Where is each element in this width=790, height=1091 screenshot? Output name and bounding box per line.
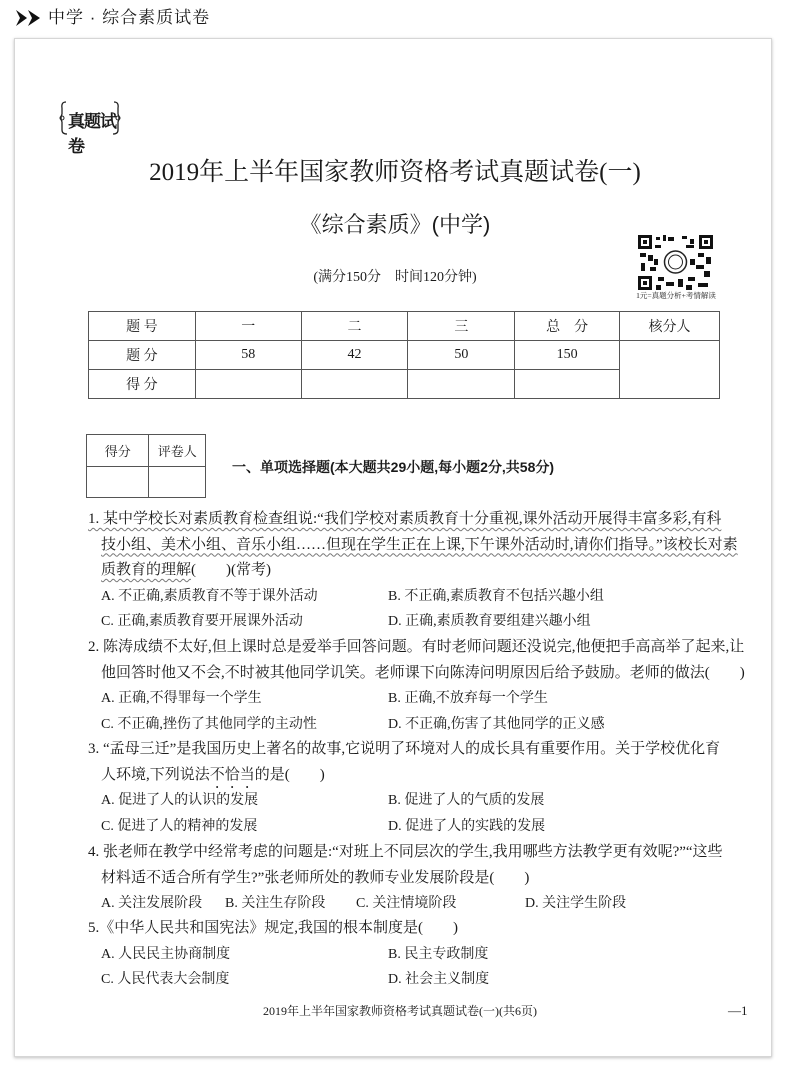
option-a[interactable]: A. 正确,不得罪每一个学生 <box>101 691 262 707</box>
score-label: 得分 <box>87 435 149 467</box>
option-c[interactable]: C. 正确,素质教育要开展课外活动 <box>101 614 303 630</box>
option-b[interactable]: B. 民主专政制度 <box>388 946 489 962</box>
header-cell: 一 <box>195 312 301 341</box>
question-line <box>88 507 720 533</box>
exam-title: 2019年上半年国家教师资格考试真题试卷(一) <box>149 159 641 186</box>
section-heading: 一、单项选择题(本大题共29小题,每小题2分,共58分) <box>232 459 555 475</box>
score-cell[interactable] <box>515 370 620 399</box>
options-row <box>88 891 720 917</box>
score-table-header-row <box>89 312 720 341</box>
question-line <box>88 558 720 584</box>
question-text: 材料适不适合所有学生?”张老师所处的教师专业发展阶段是( ) <box>101 869 530 886</box>
question-text: 的是( ) <box>254 766 325 783</box>
options-row <box>88 814 720 840</box>
option-b[interactable]: B. 促进了人的气质的发展 <box>388 793 545 809</box>
score-cell[interactable] <box>301 370 408 399</box>
grader-cell[interactable] <box>149 467 206 498</box>
question-text: 技小组、美术小组、音乐小组……但现在学生正在上课,下午课外活动时,请你们指导。”该校长对素 <box>101 536 738 553</box>
option-c[interactable]: C. 人民代表大会制度 <box>101 972 230 988</box>
option-b[interactable]: B. 不正确,素质教育不包括兴趣小组 <box>388 588 604 604</box>
option-c[interactable]: C. 促进了人的精神的发展 <box>101 818 258 834</box>
grader-label: 评卷人 <box>149 435 206 467</box>
section-score-cell[interactable] <box>87 467 149 498</box>
header-cell: 题 号 <box>89 312 196 341</box>
question-text: 4. 张老师在教学中经常考虑的问题是:“对班上不同层次的学生,我用哪些方法教学更有效呢?”“这些 <box>88 844 723 860</box>
header-cell: 核分人 <box>620 312 720 341</box>
points-row <box>89 341 720 370</box>
question-text: 质教育的理解 <box>101 562 192 579</box>
page-number: —1 <box>728 1003 748 1018</box>
points-cell: 150 <box>515 341 620 370</box>
question-text: 人环境,下列说法 <box>101 766 210 783</box>
option-d[interactable]: D. 社会主义制度 <box>388 972 490 988</box>
question-text: 3. “孟母三迁”是我国历史上著名的故事,它说明了环境对人的成长具有重要作用。关于学校优化育 <box>88 741 721 757</box>
option-d[interactable]: D. 不正确,伤害了其他同学的正义感 <box>388 716 605 732</box>
row-label: 题 分 <box>89 341 196 370</box>
question-text: 他回答时他又不会,不时被其他同学讥笑。老师课下向陈涛问明原因后给予鼓励。老师的做法( ) <box>101 664 745 681</box>
option-d[interactable]: D. 正确,素质教育要组建兴趣小组 <box>388 614 591 630</box>
option-d[interactable]: D. 关注学生阶段 <box>525 896 627 912</box>
score-cell[interactable] <box>408 370 515 399</box>
real-exam-badge <box>58 100 122 156</box>
option-c[interactable]: C. 关注情境阶段 <box>356 896 457 912</box>
question-4 <box>88 840 723 917</box>
header-cell: 二 <box>301 312 408 341</box>
options-row <box>88 686 720 712</box>
exam-info: (满分150分 时间120分钟) <box>313 270 477 285</box>
points-cell: 50 <box>408 341 515 370</box>
double-arrow-icon <box>16 9 46 27</box>
options-row <box>88 584 720 610</box>
header-title: 中学 · 综合素质试卷 <box>48 8 211 27</box>
question-text: 1. 某中学校长对素质教育检查组说:“我们学校对素质教育十分重视,课外活动开展得丰富多彩,有科 <box>88 511 722 527</box>
points-cell: 58 <box>195 341 301 370</box>
option-a[interactable]: A. 不正确,素质教育不等于课外活动 <box>101 588 318 604</box>
question-text: 5.《中华人民共和国宪法》规定,我国的根本制度是( ) <box>88 920 458 936</box>
question-line <box>88 533 738 559</box>
option-a[interactable]: A. 促进了人的认识的发展 <box>101 793 259 809</box>
answer-blank[interactable]: ( )(常考) <box>191 562 271 579</box>
grader-table <box>86 434 206 498</box>
exam-subtitle: 《综合素质》(中学) <box>299 212 491 237</box>
options-row <box>88 967 720 993</box>
options-row <box>88 942 720 968</box>
qr-label: 1元=真题分析+考情解读 <box>636 291 716 300</box>
options-row <box>88 788 720 814</box>
options-row <box>88 712 720 738</box>
qr-code-icon <box>638 235 713 290</box>
option-c[interactable]: C. 不正确,挫伤了其他同学的主动性 <box>101 716 317 732</box>
emphasized-text: 不恰当 <box>209 766 255 783</box>
page-footer: 2019年上半年国家教师资格考试真题试卷(一)(共6页) <box>263 1004 537 1018</box>
score-table <box>88 311 720 399</box>
options-row <box>88 609 720 635</box>
badge-text: 真题试卷 <box>68 112 116 156</box>
option-b[interactable]: B. 正确,不放弃每一个学生 <box>388 691 548 707</box>
option-a[interactable]: A. 关注发展阶段 <box>101 896 203 912</box>
question-text: 2. 陈涛成绩不太好,但上课时总是爱举手回答问题。有时老师问题还没说完,他便把手高高举了起来,让 <box>88 639 745 655</box>
row-label: 得 分 <box>89 370 196 399</box>
question-2 <box>88 635 745 737</box>
header-cell: 总 分 <box>515 312 620 341</box>
option-b[interactable]: B. 关注生存阶段 <box>225 896 326 912</box>
checker-cell[interactable] <box>620 341 720 399</box>
question-3 <box>88 737 720 839</box>
score-cell[interactable] <box>195 370 301 399</box>
question-line <box>88 763 720 789</box>
points-cell: 42 <box>301 341 408 370</box>
question-1 <box>88 507 738 635</box>
option-a[interactable]: A. 人民民主协商制度 <box>101 946 231 962</box>
option-d[interactable]: D. 促进了人的实践的发展 <box>388 818 546 834</box>
question-5 <box>88 916 720 993</box>
header-cell: 三 <box>408 312 515 341</box>
